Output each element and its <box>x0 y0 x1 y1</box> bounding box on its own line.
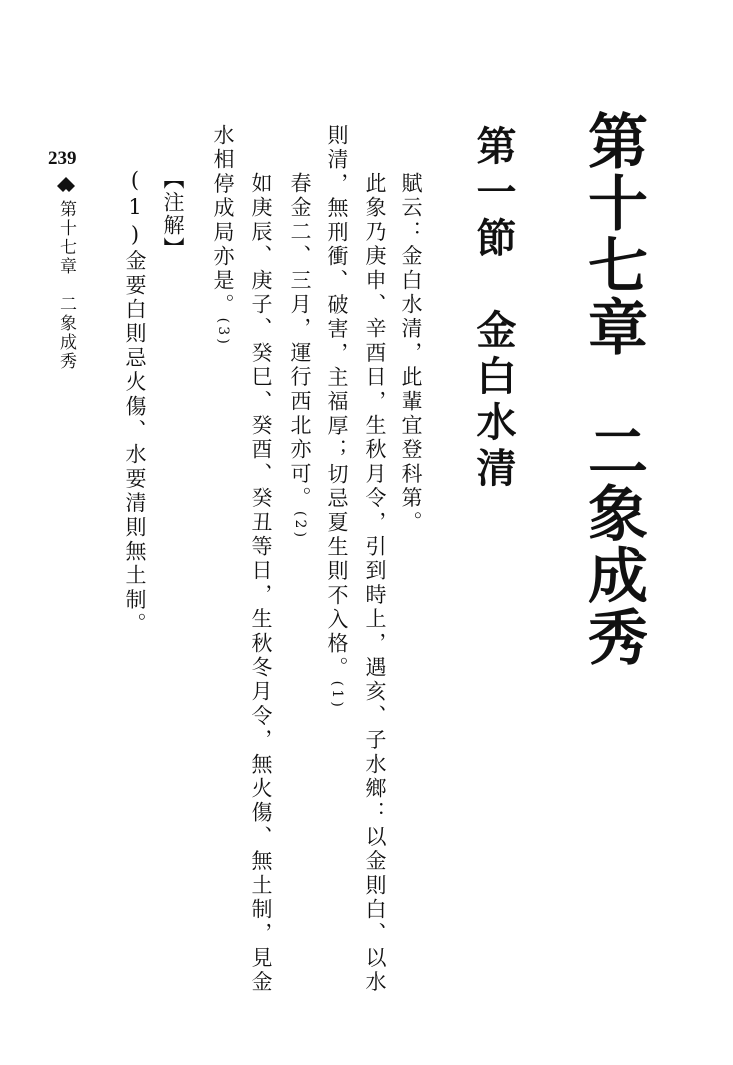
page-number: 239 <box>48 148 77 169</box>
chapter-title: 第十七章 二象成秀 <box>578 110 648 668</box>
body-text: 則清，無刑衝、破害，主福厚；切忌夏生則不入格。 <box>325 124 349 681</box>
annotation-column-1 <box>124 168 145 637</box>
annotation-text: (1)金要白則忌火傷、水要清則無土制。 <box>123 168 147 637</box>
body-column-5 <box>250 172 271 995</box>
note-mark-1: (1) <box>329 680 345 711</box>
body-column-2 <box>364 172 385 995</box>
body-text: 此象乃庚申、辛酉日，生秋月令，引到時上，遇亥、子水鄉：以金則白、以水 <box>363 172 387 995</box>
body-text: 春金二、三月，運行西北亦可。 <box>288 172 312 511</box>
body-column-1 <box>400 172 421 535</box>
note-mark-2: (2) <box>292 510 308 541</box>
body-column-6 <box>212 124 233 347</box>
annotation-heading: 【注解】 <box>161 168 185 260</box>
body-text: 賦云：金白水清，此輩宜登科第。 <box>399 172 423 535</box>
running-head: 第十七章 二象成秀 <box>56 200 76 371</box>
body-text: 水相停成局亦是。 <box>211 124 235 318</box>
body-column-3 <box>326 124 347 710</box>
section-title: 第一節 金白水清 <box>470 125 517 493</box>
diamond-icon <box>56 176 76 196</box>
note-mark-3: (3) <box>215 317 231 348</box>
body-column-4 <box>289 172 310 540</box>
body-text: 如庚辰、庚子、癸巳、癸酉、癸丑等日，生秋冬月令，無火傷、無土制，見金 <box>249 172 273 995</box>
